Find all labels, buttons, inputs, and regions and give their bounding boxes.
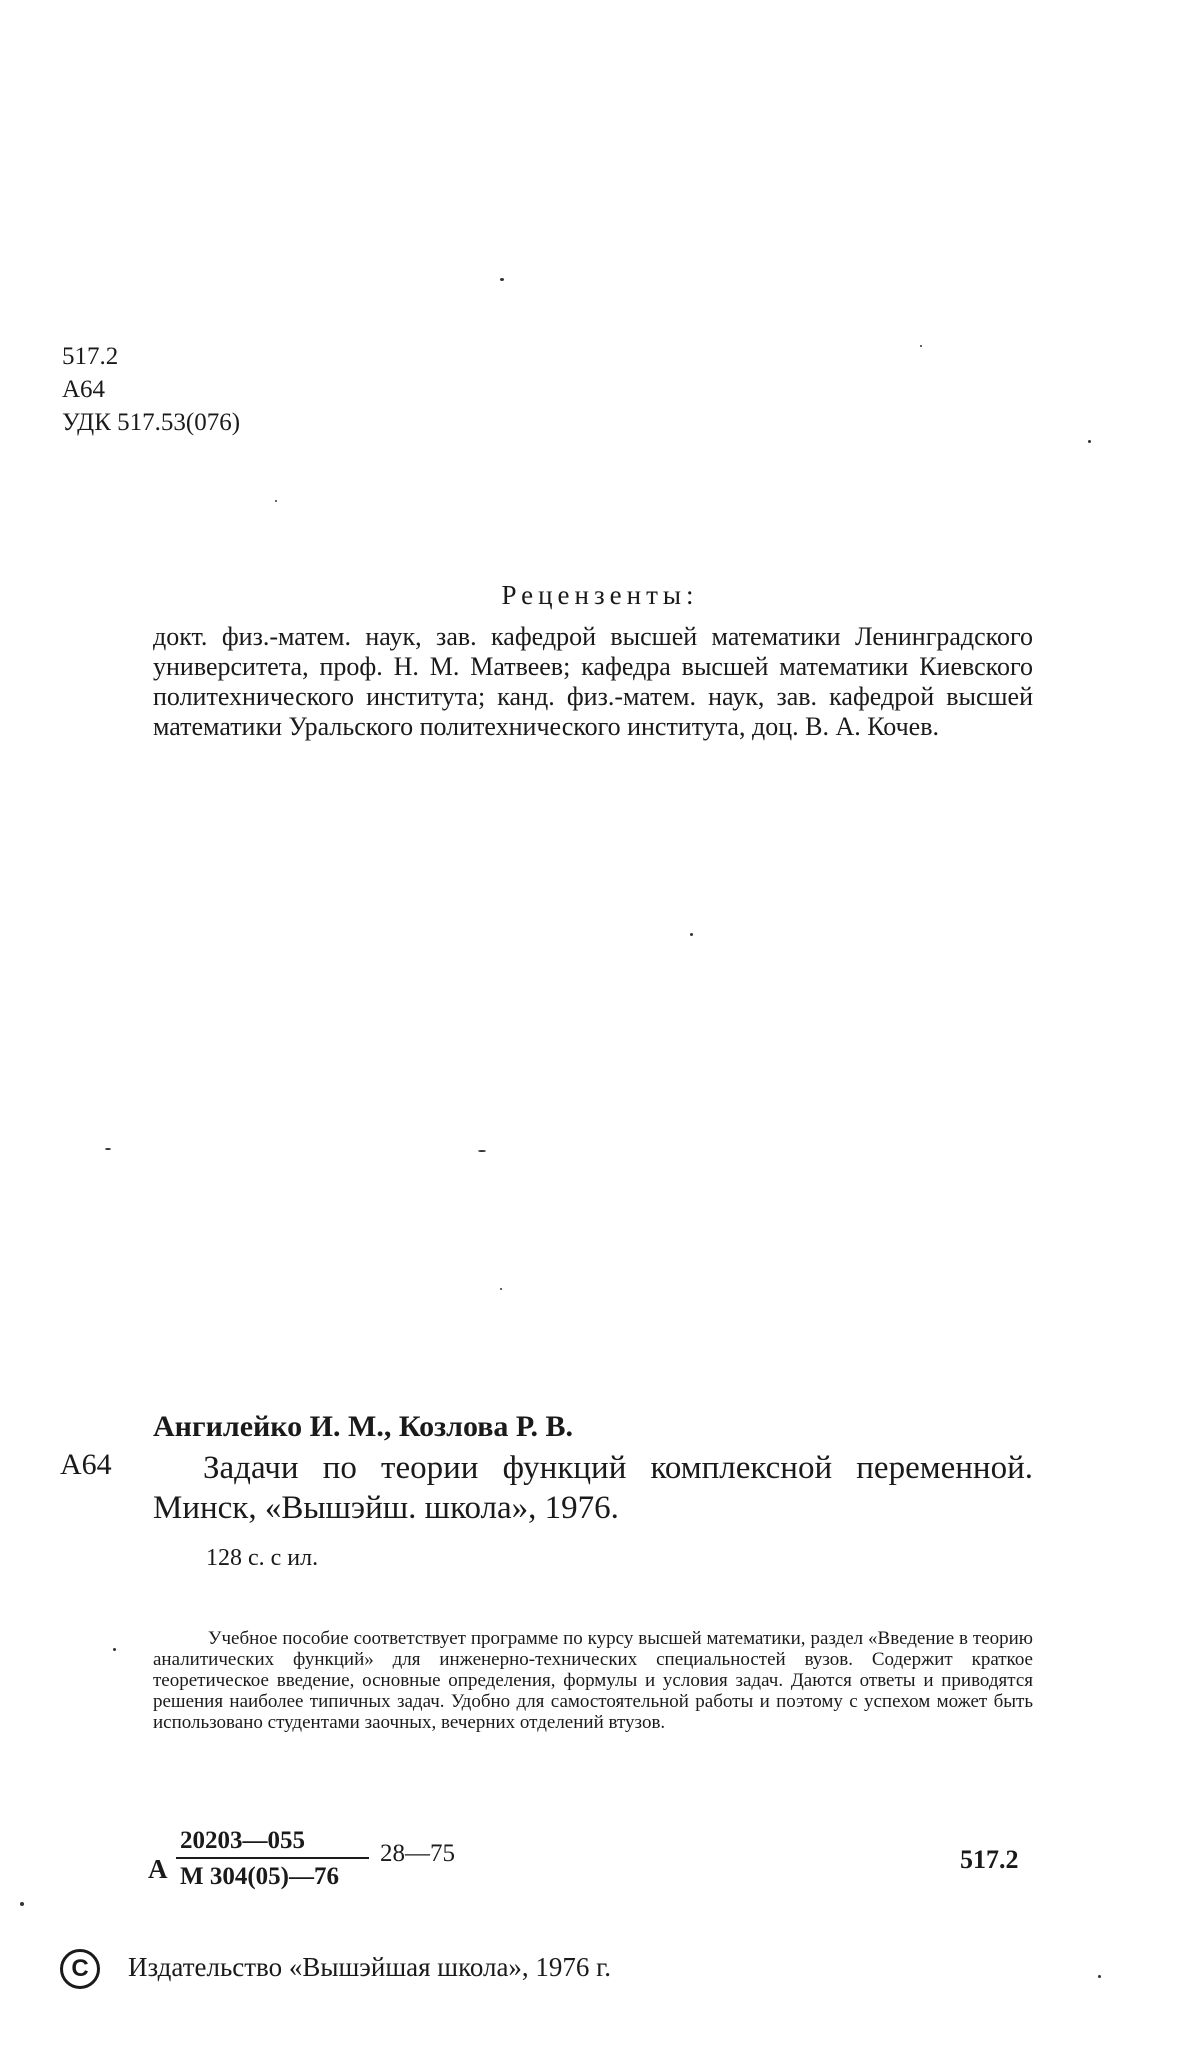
- copyright-icon: C: [60, 1949, 100, 1989]
- index-denominator: М 304(05)—76: [180, 1863, 339, 1890]
- bbk-code: 517.2: [62, 343, 119, 370]
- scan-speck: [113, 1648, 116, 1651]
- author-mark: А64: [62, 376, 106, 403]
- record-author-mark: А64: [60, 1448, 112, 1481]
- book-authors: Ангилейко И. М., Козлова Р. В.: [153, 1410, 574, 1443]
- copyright-text: Издательство «Вышэйшая школа», 1976 г.: [128, 1952, 611, 1982]
- index-fraction: [176, 1827, 369, 1891]
- index-letter: А: [148, 1854, 168, 1884]
- index-suffix: 28—75: [380, 1840, 455, 1867]
- scan-speck: [105, 1148, 111, 1150]
- scan-speck: [478, 1150, 486, 1152]
- scan-speck: [1088, 440, 1091, 443]
- scan-speck: [1098, 1975, 1101, 1978]
- reviewers-text: докт. физ.-матем. наук, зав. кафедрой высшей математики Ленинградского университета, проф. Н. М. Матвеев; кафедра высшей математики Киевского политехнического института; канд. физ.-матем. наук, зав. кафедрой высшей математики Уральского политехнического института, доц. В. А. Кочев.: [153, 622, 1033, 741]
- scan-speck: [500, 1288, 502, 1290]
- scan-speck: [690, 933, 693, 936]
- scan-speck: [275, 500, 277, 502]
- reviewers-heading: Рецензенты:: [501, 580, 699, 610]
- udc-code: УДК 517.53(076): [62, 409, 241, 436]
- scan-speck: [920, 345, 922, 347]
- book-annotation: Учебное пособие соответствует программе по курсу высшей математики, раздел «Введение в теорию аналитических функций» для инженерно-технических специальностей вузов. Содержит краткое теоретическое введение, основные определения, формулы и условия задач. Даются ответы и приводятся решения наиболее типичных задач. Удобно для самостоятельной работы и поэтому с успехом может быть использовано студентами заочных, вечерних отделений втузов.: [153, 1628, 1033, 1733]
- scan-speck: [20, 1902, 24, 1906]
- scan-speck: [500, 278, 504, 281]
- page-count: 128 с. с ил.: [206, 1545, 319, 1571]
- index-right: 517.2: [960, 1845, 1019, 1874]
- index-numerator: 20203—055: [176, 1827, 369, 1859]
- book-title: Задачи по теории функций комплексной переменной. Минск, «Вышэйш. школа», 1976.: [153, 1450, 1033, 1526]
- classification-block: [62, 340, 240, 439]
